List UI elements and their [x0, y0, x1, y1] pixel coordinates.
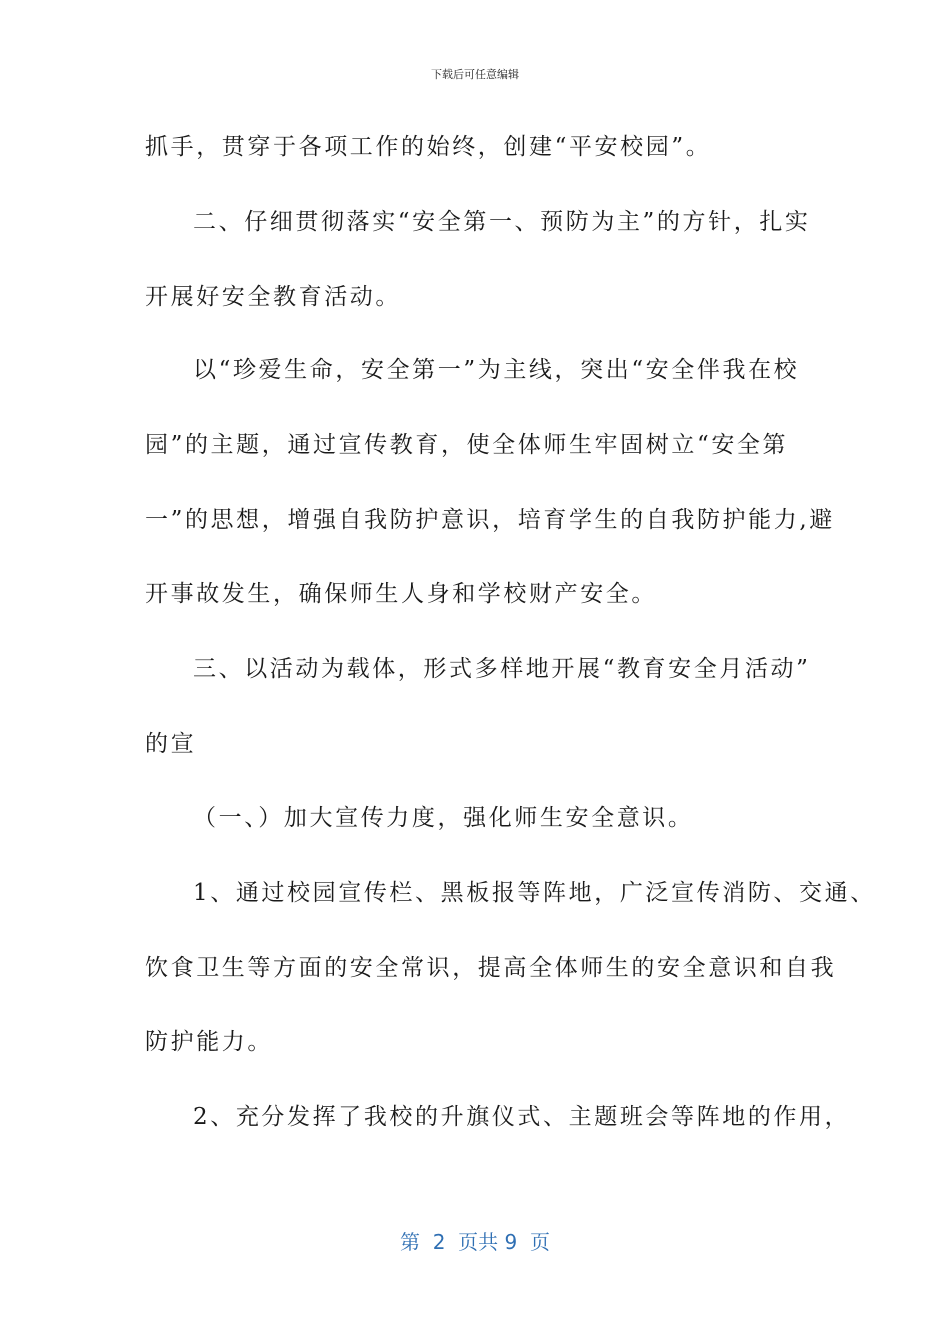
paragraph-line: 抓手，贯穿于各项工作的始终，创建“平安校园”。	[145, 134, 712, 160]
page-header: 下载后可任意编辑	[431, 68, 519, 81]
paragraph-line: 三、以活动为载体，形式多样地开展“教育安全月活动”	[193, 656, 811, 682]
page-footer: 第 2 页共 9 页	[400, 1230, 550, 1254]
paragraph-line: 防护能力。	[145, 1029, 273, 1055]
paragraph-line: 二、仔细贯彻落实“安全第一、预防为主”的方针，扎实	[193, 209, 811, 235]
paragraph-line: 饮食卫生等方面的安全常识，提高全体师生的安全意识和自我	[145, 955, 837, 981]
paragraph-line: 以“珍爱生命，安全第一”为主线，突出“安全伴我在校	[193, 357, 800, 383]
paragraph-line: 2、充分发挥了我校的升旗仪式、主题班会等阵地的作用，	[193, 1104, 851, 1130]
paragraph-line: 一”的思想，增强自我防护意识，培育学生的自我防护能力,避	[145, 507, 835, 533]
paragraph-line: （一、）加大宣传力度，强化师生安全意识。	[193, 805, 694, 831]
paragraph-line: 的宣	[145, 731, 197, 757]
paragraph-line: 开展好安全教育活动。	[145, 284, 401, 310]
paragraph-line: 园”的主题，通过宣传教育，使全体师生牢固树立“安全第	[145, 432, 789, 458]
paragraph-line: 1、通过校园宣传栏、黑板报等阵地，广泛宣传消防、交通、	[193, 880, 876, 906]
paragraph-line: 开事故发生，确保师生人身和学校财产安全。	[145, 581, 657, 607]
